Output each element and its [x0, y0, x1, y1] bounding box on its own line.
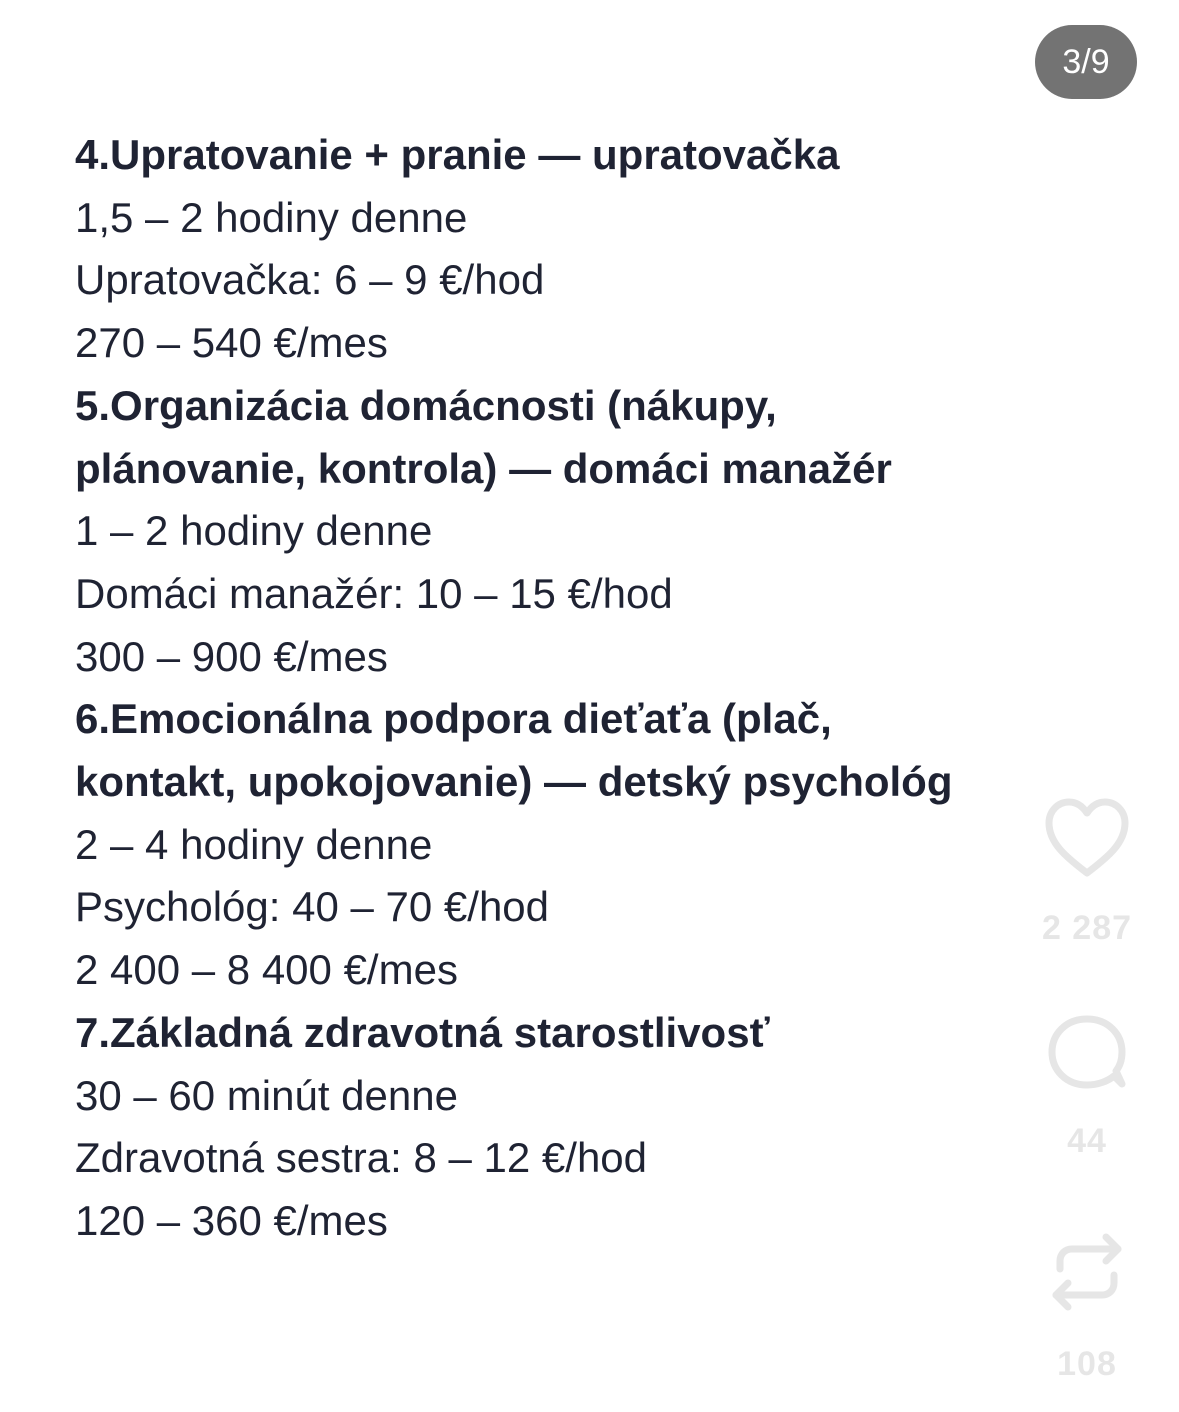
text-line: Psychológ: 40 – 70 €/hod [75, 883, 550, 931]
text-line: Domáci manažér: 10 – 15 €/hod [75, 569, 673, 617]
section-heading: 4.Upratovanie + pranie — upratovačka [75, 131, 840, 178]
like-count: 2 287 [1041, 909, 1133, 947]
text-line: Zdravotná sestra: 8 – 12 €/hod [75, 1134, 648, 1182]
repost-icon [1042, 1227, 1132, 1317]
section-heading: kontakt, upokojovanie) — detský psychológ [75, 758, 953, 806]
heart-icon [1042, 795, 1132, 881]
text-line: 30 – 60 minút denne [75, 1071, 458, 1119]
text-line: 1 – 2 hodiny denne [75, 507, 433, 555]
comment-button[interactable] [1030, 1010, 1144, 1161]
text-line: 270 – 540 €/mes [75, 319, 388, 367]
like-button[interactable] [1030, 795, 1144, 948]
section-heading: 7.Základná zdravotná starostlivosť [75, 1008, 770, 1056]
text-line: 120 – 360 €/mes [75, 1196, 388, 1244]
repost-count: 108 [1057, 1345, 1117, 1383]
section-heading: plánovanie, kontrola) — domáci manažér [75, 444, 892, 492]
post-text [75, 124, 1135, 1253]
section-heading: 6.Emocionálna podpora dieťaťa (plač, [75, 695, 832, 743]
text-line: 1,5 – 2 hodiny denne [75, 193, 468, 241]
page-counter: 3/9 [1035, 25, 1137, 99]
text-line: 2 – 4 hodiny denne [75, 820, 433, 868]
comment-bubble-icon [1042, 1010, 1132, 1096]
section-heading: 5.Organizácia domácnosti (nákupy, [75, 381, 777, 429]
comment-count: 44 [1067, 1122, 1107, 1160]
repost-button[interactable] [1030, 1227, 1144, 1384]
text-line: 300 – 900 €/mes [75, 632, 388, 680]
text-line: 2 400 – 8 400 €/mes [75, 946, 458, 994]
text-line: Upratovačka: 6 – 9 €/hod [75, 256, 545, 304]
